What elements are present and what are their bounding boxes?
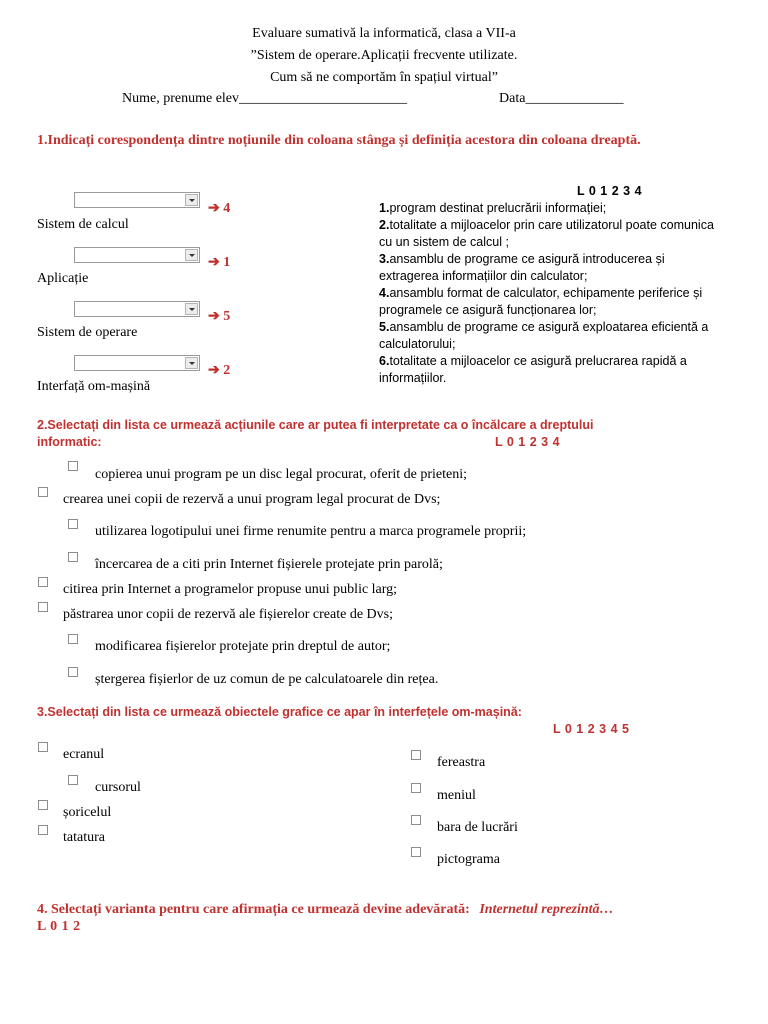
q2-checkbox-8[interactable] [68, 667, 78, 677]
q3-option-right-3: bara de lucrări [437, 820, 518, 835]
q3-option-right-1: fereastra [437, 755, 486, 770]
q3-checkbox-left-3[interactable] [38, 800, 48, 810]
q2-levels: L 0 1 2 3 4 [495, 435, 561, 449]
q3-checkbox-right-3[interactable] [411, 815, 421, 825]
q1-term-1: Sistem de calcul [37, 217, 129, 232]
definition-item: 2.totalitate a mijloacelor prin care utilizatorul poate comunica cu un sistem de calcul ; [379, 218, 714, 249]
q2-checkbox-6[interactable] [38, 602, 48, 612]
definition-item: 1.program destinat prelucrării informației; [379, 201, 607, 215]
q2-checkbox-3[interactable] [68, 519, 78, 529]
header-line-1: Evaluare sumativă la informatică, clasa a VII-a [252, 26, 516, 41]
q2-option-1: copierea unui program pe un disc legal procurat, oferit de prieteni; [95, 467, 468, 482]
q1-term-4: Interfață om-mașină [37, 379, 151, 394]
date-blank: ______________ [525, 91, 624, 106]
q1-term-3: Sistem de operare [37, 325, 138, 340]
name-label: Nume, prenume elev [122, 91, 240, 106]
q1-answer-1: ➔ 4 [208, 201, 231, 216]
chevron-down-icon[interactable] [185, 303, 198, 315]
chevron-down-icon[interactable] [185, 357, 198, 369]
q3-checkbox-right-2[interactable] [411, 783, 421, 793]
q1-select-2[interactable] [74, 247, 200, 263]
q2-checkbox-1[interactable] [68, 461, 78, 471]
definition-item: 5.ansamblu de programe ce asigură exploatarea eficientă a calculatorului; [379, 320, 709, 351]
q3-option-left-1: ecranul [63, 747, 105, 762]
q3-option-left-4: tatatura [63, 830, 105, 845]
q2-option-8: ștergerea fișierlor de uz comun de pe calculatoarele din rețea. [95, 672, 439, 687]
q2-option-4: încercarea de a citi prin Internet fișierele protejate prin parolă; [95, 557, 443, 572]
q3-option-right-2: meniul [437, 788, 476, 803]
q3-checkbox-right-1[interactable] [411, 750, 421, 760]
q4-levels: L 0 1 2 [37, 919, 81, 934]
q2-checkbox-4[interactable] [68, 552, 78, 562]
date-label: Data [499, 91, 526, 106]
q2-option-2: crearea unei copii de rezervă a unui program legal procurat de Dvs; [63, 492, 441, 507]
q2-checkbox-7[interactable] [68, 634, 78, 644]
header-line-3: Cum să ne comportăm în spațiul virtual” [270, 70, 498, 85]
q2-checkbox-5[interactable] [38, 577, 48, 587]
q1-term-2: Aplicație [37, 271, 89, 286]
definition-item: 4.ansamblu format de calculator, echipamente periferice și programele ce asigură funcționarea lor; [379, 286, 703, 317]
q3-option-left-3: șoricelul [63, 805, 112, 820]
q1-levels: L 0 1 2 3 4 [577, 184, 643, 198]
q1-select-4[interactable] [74, 355, 200, 371]
q2-option-5: citirea prin Internet a programelor propuse unui public larg; [63, 582, 398, 597]
chevron-down-icon[interactable] [185, 249, 198, 261]
q3-levels: L 0 1 2 3 4 5 [553, 722, 630, 736]
definition-item: 6.totalitate a mijloacelor ce asigură prelucrarea rapidă a informațiilor. [379, 354, 687, 385]
q4-statement: Internetul reprezintă… [479, 902, 614, 917]
q1-select-3[interactable] [74, 301, 200, 317]
q3-title: 3.Selectați din lista ce urmează obiectele grafice ce apar în interfețele om-mașină: [37, 705, 522, 719]
chevron-down-icon[interactable] [185, 194, 198, 206]
q3-checkbox-left-1[interactable] [38, 742, 48, 752]
q2-option-3: utilizarea logotipului unei firme renumite pentru a marca programele proprii; [95, 524, 527, 539]
q4-title-text: 4. Selectați varianta pentru care afirmația ce urmează devine adevărată: [37, 902, 470, 917]
q1-select-1[interactable] [74, 192, 200, 208]
name-field [122, 91, 407, 107]
header-line-2: ”Sistem de operare.Aplicații frecvente utilizate. [250, 48, 518, 63]
q1-answer-3: ➔ 5 [208, 309, 231, 324]
date-field [499, 91, 623, 107]
q3-option-right-4: pictograma [437, 852, 500, 867]
q1-answer-4: ➔ 2 [208, 363, 231, 378]
q3-checkbox-left-4[interactable] [38, 825, 48, 835]
name-blank: ________________________ [239, 91, 408, 106]
q1-definitions [379, 200, 719, 387]
q1-answer-2: ➔ 1 [208, 255, 231, 270]
q4-title [37, 902, 614, 918]
definition-item: 3.ansamblu de programe ce asigură introducerea și extragerea informațiilor din calculator; [379, 252, 665, 283]
q2-option-6: păstrarea unor copii de rezervă ale fișierelor create de Dvs; [63, 607, 393, 622]
q1-title: 1.Indicați corespondența dintre noțiunile din coloana stânga și definiția acestora din coloana dreaptă. [37, 133, 641, 148]
q3-checkbox-right-4[interactable] [411, 847, 421, 857]
q3-checkbox-left-2[interactable] [68, 775, 78, 785]
q2-title-line-1: 2.Selectați din lista ce urmează acțiunile care ar putea fi interpretate ca o încălcare a dreptului [37, 418, 594, 432]
q3-option-left-2: cursorul [95, 780, 141, 795]
q2-checkbox-2[interactable] [38, 487, 48, 497]
q2-title-line-2: informatic: [37, 435, 102, 449]
q2-option-7: modificarea fișierelor protejate prin dreptul de autor; [95, 639, 391, 654]
